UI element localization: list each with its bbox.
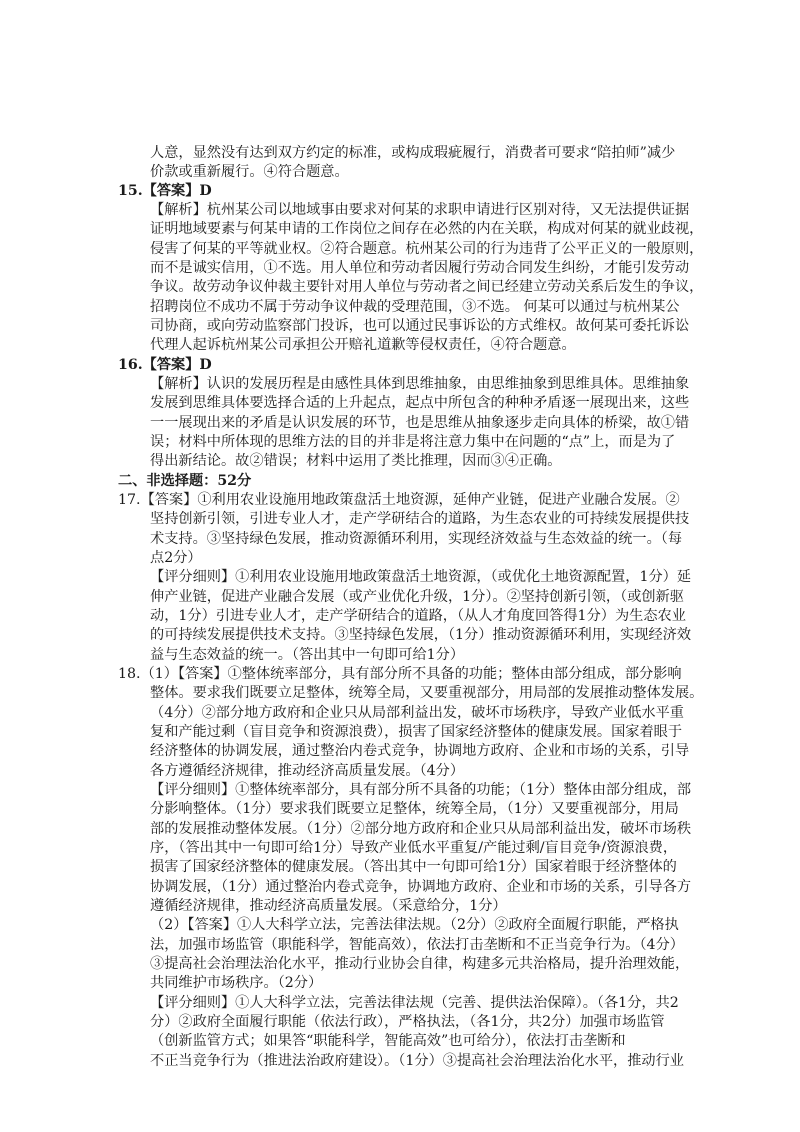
text-line: ③提高社会治理法治化水平，推动行业协会自律，构建多元共治格局，提升治理效能， [150,956,690,972]
question-16-answer: 16.【答案】D [118,357,212,373]
text-line: 人意，显然没有达到双方约定的标准，或构成瑕疵履行，消费者可要求“陪拍师”减少 [150,145,676,161]
text-line: 经济整体的协调发展，通过整治内卷式竞争，协调地方政府、企业和市场的关系，引导 [150,743,690,759]
text-line: 一一展现出来的矛盾是认识发展的环节，也是思维从抽象逐步走向具体的桥梁，故①错 [150,415,690,431]
text-line: 【解析】杭州某公司以地域事由要求对何某的求职申请进行区别对待，又无法提供证据 [150,202,690,218]
text-line: 损害了国家经济整体的健康发展。（答出其中一句即可给1分）国家着眼于经济整体的 [150,859,677,875]
text-line: 伸产业链，促进产业融合发展（或产业优化升级，1分）。②坚持创新引领，（或创新驱 [150,589,684,605]
text-line: 益与生态效益的统一。（答出其中一句即可给1分） [150,647,465,663]
text-line: （4分）②部分地方政府和企业只从局部利益出发，破坏市场秩序，导致产业低水平重 [150,705,684,721]
text-line: 不正当竞争行为（推进法治政府建设）。（1分）③提高社会治理法治化水平，推动行业 [150,1053,684,1069]
section-heading: 二、非选择题：52分 [118,473,252,489]
text-line: 代理人起诉杭州某公司承担公开赔礼道歉等侵权责任，④符合题意。 [150,337,576,353]
text-line: 侵害了何某的平等就业权。②符合题意。杭州某公司的行为违背了公平正义的一般原则， [150,241,704,257]
question-18-answer: 18.（1）【答案】①整体统率部分，具有部分所不具备的功能；整体由部分组成，部分影响 [118,666,682,682]
text-line: 争议。故劳动争议仲裁主要针对用人单位与劳动者之间已经建立劳动关系后发生的争议， [150,279,704,295]
text-line: 共同维护市场秩序。（2分） [150,975,323,991]
text-line: 各方遵循经济规律，推动经济高质量发展。（4分） [150,763,465,779]
scoring-rules: 【评分细则】①整体统率部分，具有部分所不具备的功能；（1分）整体由部分组成，部 [150,782,692,798]
scoring-rules: 【评分细则】①人大科学立法，完善法律法规（完善、提供法治保障）。（各1分，共2 [150,995,679,1011]
text-line: 司协商，或向劳动监察部门投诉，也可以通过民事诉讼的方式维权。故何某可委托诉讼 [150,318,690,334]
text-line: （创新监管方式；如果答“职能科学，智能高效”也可给分），依法打击垄断和 [150,1033,626,1049]
text-line: 【解析】认识的发展历程是由感性具体到思维抽象，由思维抽象到思维具体。思维抽象 [150,376,690,392]
text-line: 招聘岗位不成功不属于劳动争议仲裁的受理范围，③不选。 何某可以通过与杭州某公 [150,299,680,315]
text-line: 法，加强市场监管（职能科学，智能高效），依法打击垄断和不正当竞争行为。（4分） [150,937,684,953]
text-line: 误；材料中所体现的思维方法的目的并非是将注意力集中在问题的“点”上，而是为了 [150,434,676,450]
text-line: 协调发展，（1分）通过整治内卷式竞争，协调地方政府、企业和市场的关系，引导各方 [150,879,692,895]
text-line: 发展到思维具体要选择合适的上升起点，起点中所包含的种种矛盾逐一展现出来，这些 [150,395,690,411]
text-line: 术支持。③坚持绿色发展，推动资源循环利用，实现经济效益与生态效益的统一。（每 [150,531,683,547]
text-line: 动，1分）引进专业人才，走产学研结合的道路，（从人才角度回答得1分）为生态农业 [150,608,686,624]
text-line: 复和产能过剩（盲目竞争和资源浪费），损害了国家经济整体的健康发展。国家着眼于 [150,724,683,740]
question-18-part-2-answer: （2）【答案】①人大科学立法，完善法律法规。（2分）②政府全面履行职能，严格执 [150,917,679,933]
text-line: 部的发展推动整体发展。（1分）②部分地方政府和企业只从局部利益出发，破坏市场秩 [150,821,692,837]
text-line: 分影响整体。（1分）要求我们既要立足整体，统筹全局，（1分）又要重视部分，用局 [150,801,679,817]
text-line: 价款或重新履行。④符合题意。 [150,164,349,180]
text-line: 点2分） [150,550,202,566]
text-line: 的可持续发展提供技术支持。③坚持绿色发展，（1分）推动资源循环利用，实现经济效 [150,627,692,643]
text-line: 证明地域要素与何某申请的工作岗位之间存在必然的内在关联，构成对何某的就业歧视， [150,221,704,237]
question-17-answer: 17.【答案】①利用农业设施用地政策盘活土地资源，延伸产业链，促进产业融合发展。② [118,492,680,508]
text-line: 分）②政府全面履行职能（依法行政），严格执法，（各1分，共2分）加强市场监管 [150,1014,665,1030]
question-15-answer: 15.【答案】D [118,183,212,199]
text-line: 整体。要求我们既要立足整体，统筹全局，又要重视部分，用局部的发展推动整体发展。 [150,685,704,701]
text-line: 得出新结论。故②错误；材料中运用了类比推理，因而③④正确。 [150,453,562,469]
text-line: 坚持创新引领，引进专业人才，走产学研结合的道路，为生态农业的可持续发展提供技 [150,511,690,527]
text-line: 遵循经济规律，推动经济高质量发展。（采意给分，1分） [150,898,507,914]
text-line: 而不是诚实信用，①不选。用人单位和劳动者因履行劳动合同发生纠纷，才能引发劳动 [150,260,690,276]
scoring-rules: 【评分细则】①利用农业设施用地政策盘活土地资源，（或优化土地资源配置，1分）延 [150,569,692,585]
text-line: 序，（答出其中一句即可给1分）导致产业低水平重复/产能过剩/盲目竞争/资源浪费， [150,840,678,856]
